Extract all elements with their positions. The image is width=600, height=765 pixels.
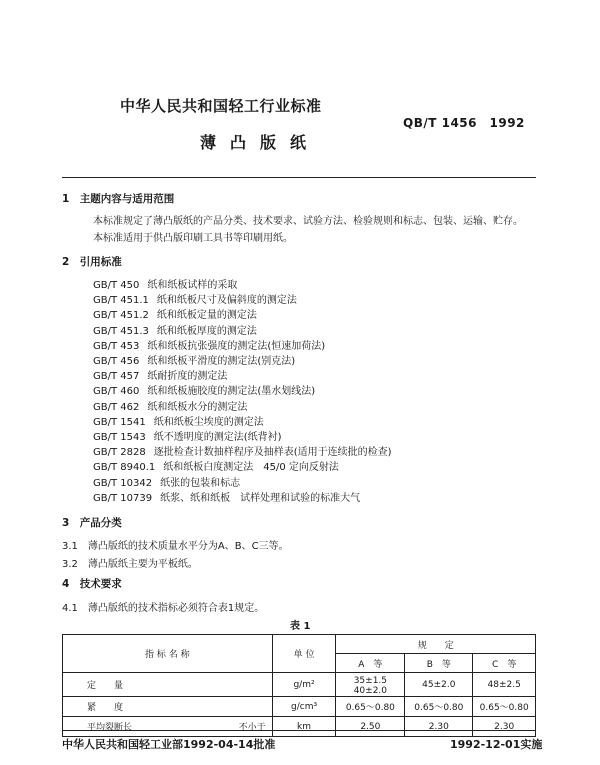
row-b: 0.65～0.80 — [405, 697, 473, 717]
reference-item — [93, 306, 257, 321]
row-indicator — [63, 697, 273, 717]
table-caption: 表 1 — [290, 621, 311, 632]
section-3-item-1: 3.1 薄凸版纸的技术质量水平分为A、B、C三等。 — [62, 541, 289, 552]
reference-title: 纸耐折度的测定法 — [147, 371, 228, 383]
reference-title: 纸和纸板定量的测定法 — [156, 310, 257, 322]
row-indicator — [63, 673, 273, 697]
reference-title: 纸和纸板尘埃度的测定法 — [153, 416, 264, 428]
reference-code: GB/T 451.1 — [93, 295, 149, 307]
table-row — [63, 697, 536, 717]
reference-code: GB/T 10739 — [93, 492, 153, 504]
grade-b-header: B 等 — [405, 654, 473, 673]
row-c: 48±2.5 — [473, 673, 536, 697]
col-unit-header: 单 位 — [272, 635, 336, 673]
table-body — [63, 673, 536, 737]
reference-item — [93, 382, 315, 397]
reference-item — [93, 398, 247, 413]
reference-item — [93, 276, 237, 291]
row-a: 2.50 — [336, 717, 405, 737]
section-3-heading: 3 产品分类 — [62, 517, 122, 529]
row-c: 0.65～0.80 — [473, 697, 536, 717]
reference-title: 纸张的包装和标志 — [160, 477, 241, 489]
section-1-heading: 1 主题内容与适用范围 — [62, 193, 175, 205]
section-4-heading: 4 技术要求 — [62, 578, 122, 590]
section-1-para-2: 本标准适用于供凸版印刷工具书等印刷用纸。 — [93, 233, 293, 244]
reference-item — [93, 367, 227, 382]
reference-code: GB/T 2828 — [93, 447, 146, 459]
section-4-item-1: 4.1 薄凸版纸的技术指标必须符合表1规定。 — [62, 603, 265, 614]
reference-title: 纸和纸板试样的采取 — [147, 280, 238, 291]
table-row — [63, 673, 536, 697]
reference-code: GB/T 457 — [93, 371, 140, 383]
row-b: 2.30 — [405, 717, 473, 737]
reference-item — [93, 474, 240, 489]
reference-item — [93, 291, 297, 306]
reference-code: GB/T 451.3 — [93, 325, 149, 337]
reference-code: GB/T 462 — [93, 401, 140, 413]
reference-item — [93, 458, 339, 473]
approval-note: 中华人民共和国轻工业部1992-04-14批准 — [62, 738, 276, 751]
reference-code: GB/T 460 — [93, 386, 140, 398]
row-indicator — [63, 717, 273, 737]
effective-date: 1992-12-01实施 — [450, 738, 543, 751]
reference-item — [93, 489, 360, 504]
section-3-item-2: 3.2 薄凸版纸主要为平板纸。 — [62, 559, 198, 570]
reference-title: 纸和纸板厚度的测定法 — [156, 325, 257, 337]
reference-code: GB/T 450 — [93, 280, 140, 291]
reference-title: 纸和纸板抗张强度的测定法(恒速加荷法) — [147, 340, 326, 352]
row-unit: g/m² — [272, 673, 336, 697]
reference-title: 纸不透明度的测定法(纸背衬) — [153, 432, 282, 443]
row-indicator-name: 定 量 — [87, 681, 124, 691]
row-unit: g/cm³ — [272, 697, 336, 717]
reference-title: 纸和纸板水分的测定法 — [147, 401, 248, 413]
row-a: 0.65～0.80 — [336, 697, 405, 717]
reference-title: 逐批检查计数抽样程序及抽样表(适用于连续批的检查) — [153, 447, 392, 459]
col-indicator-header: 指 标 名 称 — [63, 635, 273, 673]
document-title: 薄凸版纸 — [200, 133, 321, 152]
reference-item — [93, 443, 392, 458]
table-row — [63, 717, 536, 737]
section-2-heading: 2 引用标准 — [62, 256, 122, 268]
reference-item — [93, 322, 257, 337]
row-a: 35±1.5 40±2.0 — [336, 673, 405, 697]
section-1-para-1: 本标准规定了薄凸版纸的产品分类、技术要求、试验方法、检验规则和标志、包装、运输、贮存。 — [93, 216, 523, 227]
reference-title: 纸浆、纸和纸板 试样处理和试验的标准大气 — [160, 492, 361, 504]
reference-code: GB/T 10342 — [93, 477, 153, 489]
standard-code: QB/T 1456 1992 — [403, 116, 525, 130]
standard-title: 中华人民共和国轻工行业标准 — [120, 97, 322, 115]
reference-code: GB/T 453 — [93, 340, 140, 352]
reference-title: 纸和纸板平滑度的测定法(别克法) — [147, 356, 296, 367]
reference-item — [93, 413, 264, 428]
row-indicator-note: 不小于 — [238, 723, 266, 733]
reference-code: GB/T 1541 — [93, 416, 146, 428]
grade-a-header: A 等 — [336, 654, 405, 673]
row-indicator-name: 平均裂断长 — [87, 723, 133, 733]
row-c: 2.30 — [473, 717, 536, 737]
row-b: 45±2.0 — [405, 673, 473, 697]
footer-divider — [62, 730, 536, 731]
header-divider — [62, 177, 536, 178]
reference-title: 纸和纸板尺寸及偏斜度的测定法 — [156, 295, 297, 307]
spec-table — [62, 634, 536, 737]
reference-title: 纸和纸板施胶度的测定法(墨水划线法) — [147, 386, 316, 398]
row-indicator-name: 紧 度 — [87, 703, 124, 713]
reference-code: GB/T 451.2 — [93, 310, 149, 322]
reference-item — [93, 337, 325, 352]
reference-code: GB/T 8940.1 — [93, 462, 156, 474]
reference-item — [93, 352, 295, 367]
reference-item — [93, 428, 282, 443]
reference-code: GB/T 1543 — [93, 432, 146, 443]
reference-code: GB/T 456 — [93, 356, 140, 367]
reference-title: 纸和纸板白度测定法 45/0 定向反射法 — [163, 462, 339, 474]
row-unit: km — [272, 717, 336, 737]
grade-c-header: C 等 — [473, 654, 536, 673]
col-spec-header: 规 定 — [336, 635, 536, 654]
